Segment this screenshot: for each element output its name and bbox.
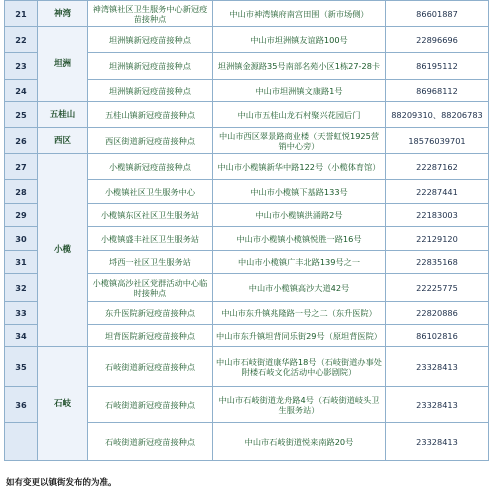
site-name: 坦洲镇新冠疫苗接种点 [88,53,213,80]
site-name: 石岐街道新冠疫苗接种点 [88,387,213,423]
site-name: 石岐街道新冠疫苗接种点 [88,347,213,387]
site-address: 中山市神湾镇府南宫田围（新市场侧） [213,1,386,27]
site-phone: 18576039701 [386,128,489,154]
row-number: 35 [5,347,38,387]
row-number: 27 [5,154,38,180]
site-address: 坦洲镇金源路35号南部名苑小区1栋27-28卡 [213,53,386,80]
site-name: 小榄镇新冠疫苗接种点 [88,154,213,180]
site-address: 中山市五桂山龙石村聚兴花园后门 [213,102,386,128]
site-name: 埒西一社区卫生服务站 [88,251,213,274]
area-name: 神湾 [38,1,88,27]
row-number: 34 [5,325,38,347]
site-phone: 23328413 [386,387,489,423]
site-phone: 86968112 [386,80,489,102]
site-phone: 22820886 [386,302,489,325]
area-name: 西区 [38,128,88,154]
site-address: 中山市石岐街道龙舟路4号（石岐街道岐头卫生服务站） [213,387,386,423]
site-phone: 22129120 [386,227,489,251]
row-number: 33 [5,302,38,325]
site-address: 中山市小榄镇下基路133号 [213,180,386,204]
site-address: 中山市坦洲镇文康路1号 [213,80,386,102]
site-phone: 22225775 [386,274,489,302]
site-phone: 22287441 [386,180,489,204]
site-address: 中山市小榄镇洪涌路2号 [213,204,386,227]
table-row [5,1,489,27]
table-row [5,128,489,154]
site-address: 中山市东升镇兆隆路一号之二（东升医院） [213,302,386,325]
site-name: 坦洲镇新冠疫苗接种点 [88,27,213,53]
site-phone: 23328413 [386,423,489,461]
area-name: 五桂山 [38,102,88,128]
site-address: 中山市石岐街道康华路18号（石岐街道办事处附楼石岐文化活动中心影剧院） [213,347,386,387]
table-row [5,27,489,53]
row-number: 36 [5,387,38,423]
row-number: 28 [5,180,38,204]
site-name: 坦洲镇新冠疫苗接种点 [88,80,213,102]
site-name: 坦背医院新冠疫苗接种点 [88,325,213,347]
site-phone: 88209310、88206783 [386,102,489,128]
row-number: 32 [5,274,38,302]
row-number: 26 [5,128,38,154]
site-address: 中山市小榄镇新华中路122号（小榄体育馆） [213,154,386,180]
site-phone: 22287162 [386,154,489,180]
site-name: 神湾镇社区卫生服务中心新冠疫苗接种点 [88,1,213,27]
row-number: 31 [5,251,38,274]
site-address: 中山市小榄镇小榄镇悦胜一路16号 [213,227,386,251]
site-phone: 86195112 [386,53,489,80]
site-name: 小榄镇东区社区卫生服务站 [88,204,213,227]
row-number: 25 [5,102,38,128]
site-name: 小榄镇盛丰社区卫生服务站 [88,227,213,251]
site-name: 东升医院新冠疫苗接种点 [88,302,213,325]
site-address: 中山市小榄镇广丰北路139号之一 [213,251,386,274]
area-name: 坦洲 [38,27,88,102]
site-address: 中山市石岐街道悦来南路20号 [213,423,386,461]
site-name: 五桂山镇新冠疫苗接种点 [88,102,213,128]
site-phone: 22896696 [386,27,489,53]
site-phone: 23328413 [386,347,489,387]
site-name: 小榄镇高沙社区党群活动中心临时接种点 [88,274,213,302]
row-number [5,423,38,461]
row-number: 21 [5,1,38,27]
row-number: 30 [5,227,38,251]
row-number: 23 [5,53,38,80]
table-row [5,102,489,128]
area-name: 小榄 [38,154,88,347]
row-number: 24 [5,80,38,102]
site-address: 中山市东升镇坦背同乐街29号（原坦背医院） [213,325,386,347]
site-address: 中山市西区翠景路商业楼（天誉虹悦1925营销中心旁） [213,128,386,154]
site-phone: 22835168 [386,251,489,274]
site-phone: 86102816 [386,325,489,347]
site-name: 西区街道新冠疫苗接种点 [88,128,213,154]
row-number: 29 [5,204,38,227]
area-name: 石岐 [38,347,88,461]
footnote: 如有变更以镇街发布的为准。 [6,478,117,488]
table-row [5,347,489,387]
site-name: 石岐街道新冠疫苗接种点 [88,423,213,461]
site-name: 小榄镇社区卫生服务中心 [88,180,213,204]
site-address: 中山市小榄镇高沙大道42号 [213,274,386,302]
site-phone: 86601887 [386,1,489,27]
vaccination-sites-table [4,0,489,461]
site-phone: 22183003 [386,204,489,227]
table-row [5,154,489,180]
row-number: 22 [5,27,38,53]
site-address: 中山市坦洲镇友谊路100号 [213,27,386,53]
